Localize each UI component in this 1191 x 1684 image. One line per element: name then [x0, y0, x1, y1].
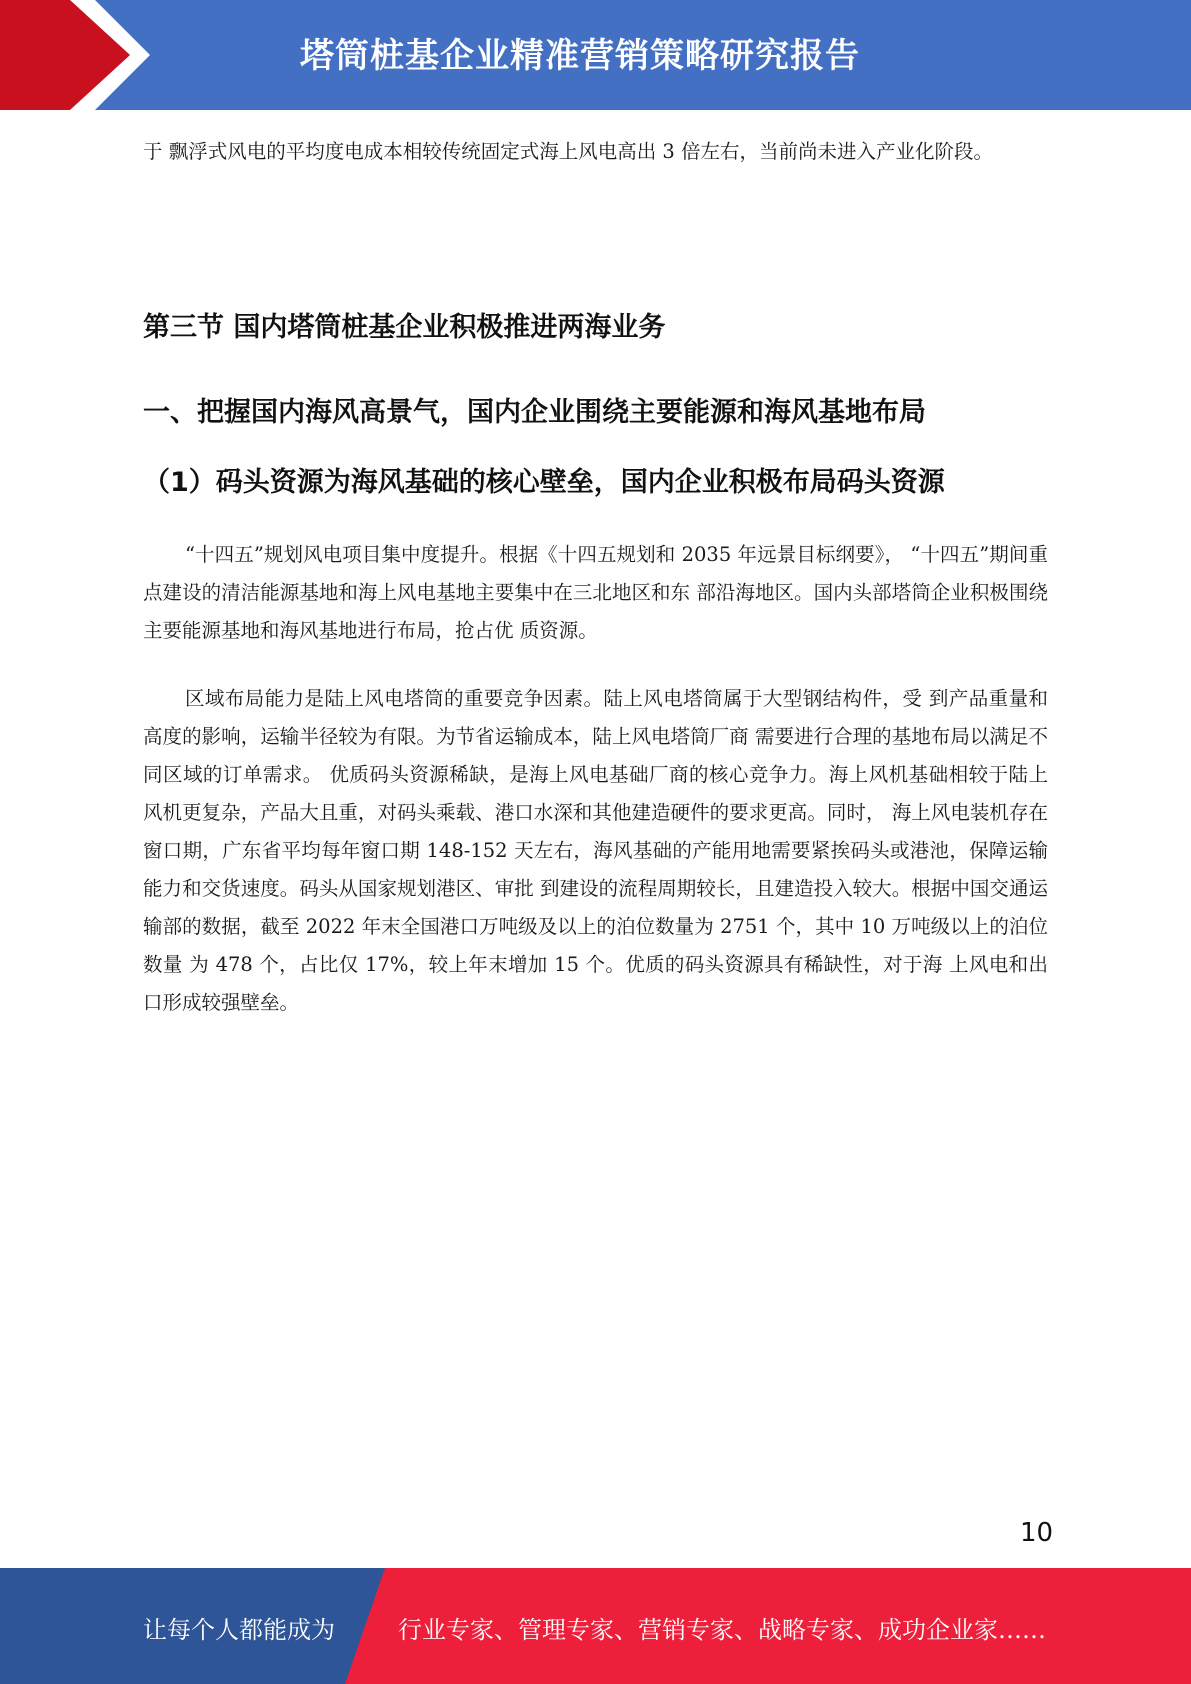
page-header	[0, 0, 1191, 110]
header-arrow-decoration	[0, 0, 160, 110]
subsubsection-heading: （1）码头资源为海风基础的核心壁垒，国内企业积极布局码头资源	[143, 467, 945, 498]
continuation-paragraph: 于 飘浮式风电的平均度电成本相较传统固定式海上风电高出 3 倍左右，当前尚未进入产业化阶段。	[143, 140, 994, 163]
subsection-heading: 一、把握国内海风高景气，国内企业围绕主要能源和海风基地布局	[143, 397, 926, 428]
page-footer	[0, 1568, 1191, 1684]
body-paragraph-2: 区域布局能力是陆上风电塔筒的重要竞争因素。陆上风电塔筒属于大型钢结构件，受 到产品重量和高度的影响，运输半径较为有限。为节省运输成本，陆上风电塔筒厂商 需要进行合理的基地布局以满足不同区域的订单需求。 优质码头资源稀缺，是海上风电基础厂商的核心竞争力。海上风机基础相较于陆上 风机更复杂，产品大且重，对码头乘载、港口水深和其他建造硬件的要求更高。同时， 海上风电装机存在窗口期，广东省平均每年窗口期 148-152 天左右，海风基础的产能用地需要紧挨码头或港池，保障运输能力和交货速度。码头从国家规划港区、审批 到建设的流程周期较长，且建造投入较大。根据中国交通运输部的数据，截至 2022 年末全国港口万吨级及以上的泊位数量为 2751 个，其中 10 万吨级以上的泊位数量 为 478 个，占比仅 17%，较上年末增加 15 个。优质的码头资源具有稀缺性，对于海 上风电和出口形成较强壁垒。	[143, 687, 1048, 1014]
page-number: 10	[1020, 1518, 1054, 1548]
body-paragraph-1: “十四五”规划风电项目集中度提升。根据《十四五规划和 2035 年远景目标纲要》， “十四五”期间重点建设的清洁能源基地和海上风电基地主要集中在三北地区和东 部沿海地区。国内头部塔筒企业积极围绕主要能源基地和海风基地进行布局，抢占优 质资源。	[143, 543, 1048, 642]
section-heading: 第三节 国内塔筒桩基企业积极推进两海业务	[143, 312, 666, 343]
footer-slogan-left: 让每个人都能成为	[143, 1616, 335, 1644]
footer-slogan-right: 行业专家、管理专家、营销专家、战略专家、成功企业家……	[398, 1616, 1046, 1644]
report-title: 塔筒桩基企业精准营销策略研究报告	[300, 36, 860, 76]
